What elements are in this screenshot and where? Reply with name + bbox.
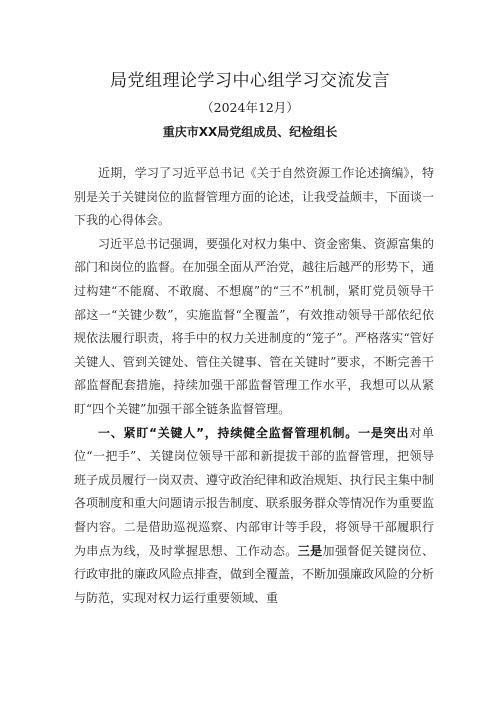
point-lead-3: 三是 (297, 543, 323, 558)
point-text-3: 加强督促关键岗位、行政审批的廉政风险点排查，做到全覆盖，不断加强廉政风险的分析与防范，实现对权力运行重要领域、重 (74, 543, 435, 605)
paragraph-key-person (74, 422, 434, 611)
document-author: 重庆市XX局党组成员、纪检组长 (162, 125, 338, 139)
document-date: （2024年12月） (201, 100, 299, 115)
point-lead-1: 一是突出 (358, 425, 410, 440)
section-heading: 一、紧盯“关键人”，持续健全监督管理机制。 (98, 425, 359, 440)
point-text-1: 对单位“一把手”、关键岗位领导干部和新提拔干部的监督管理，把领导班子成员履行一岗双责、遵守政治纪律和政治规矩、执行民主集中制各项制度和重大问题请示报告制度、联系服务群众等情况作为重要监督内容。 (74, 425, 435, 534)
document-body (74, 162, 434, 610)
document-title: 局党组理论学习中心组学习交流发言 (110, 71, 390, 91)
paragraph-intro: 近期，学习了习近平总书记《关于自然资源工作论述摘编》，特别是关于关键岗位的监督管理方面的论述，让我受益颇丰，下面谈一下我的心得体会。 (74, 166, 435, 228)
point-text-2: 二是借助巡视巡察、内部审计等手段，将领导干部履职行为串点为线，及时掌握思想、工作动态。 (74, 519, 434, 558)
paragraph-background: 习近平总书记强调，要强化对权力集中、资金密集、资源富集的部门和岗位的监督。在加强全面从严治党，越往后越严的形势下，通过构建“不能腐、不敢腐、不想腐”的“三不”机制，紧盯党员领导干部这一“关键少数”，实施监督“全覆盖”，有效推动领导干部依纪依规依法履行职责，将手中的权力关进制度的“笼子”。严格落实“管好关键人、管到关键处、管住关键事、管在关键时”要求，不断完善干部监督配套措施，持续加强干部监督管理工作水平，我想可以从紧盯“四个关键”加强干部全链条监督管理。 (74, 236, 435, 416)
